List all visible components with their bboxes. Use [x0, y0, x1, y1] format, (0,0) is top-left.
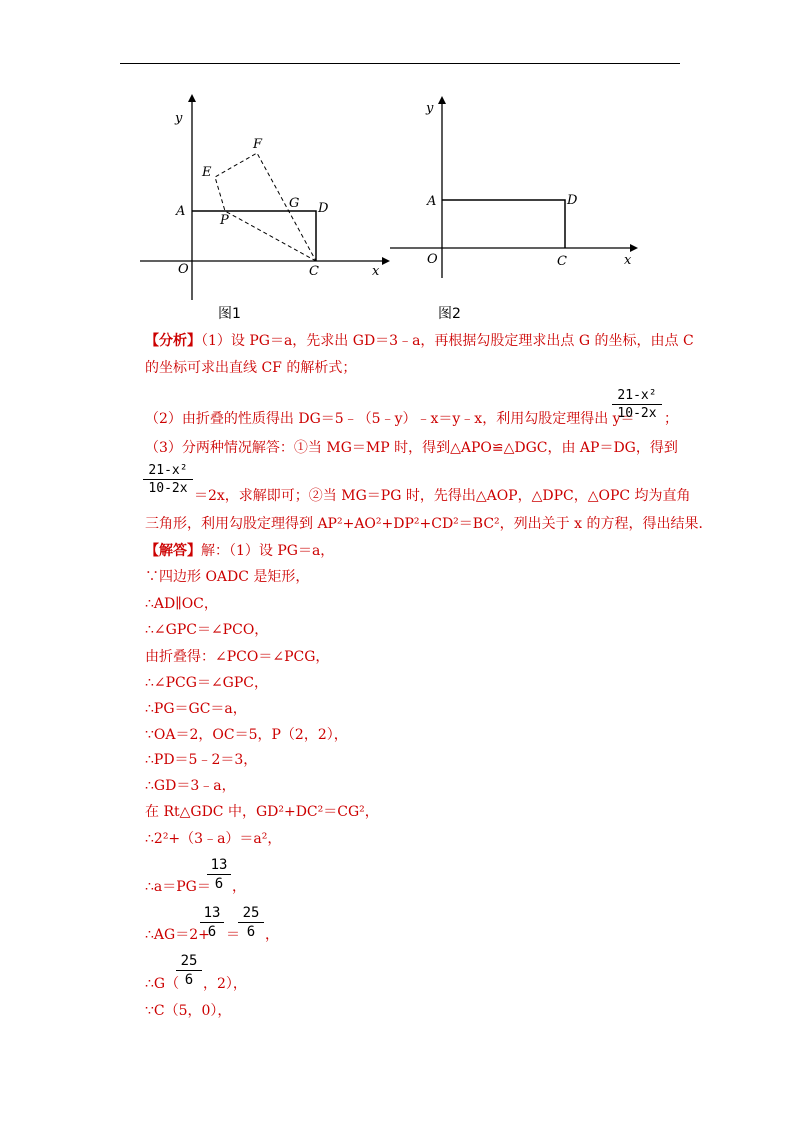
solution-g-end: ，2），	[203, 976, 247, 992]
solution-line: ∴AD∥OC，	[145, 596, 218, 612]
label-y: y	[426, 101, 434, 116]
fraction-numerator: 13	[203, 905, 221, 921]
analysis-line-3	[145, 409, 635, 429]
label-x: x	[624, 253, 632, 268]
solution-line: ∴PG＝GC＝a，	[145, 701, 247, 717]
solution-line: ∵四边形 OADC 是矩形，	[145, 569, 310, 585]
fraction-numerator: 21-x²	[148, 463, 188, 478]
analysis-line-4: （3）分两种情况解答：①当 MG＝MP 时，得到△APO≌△DGC，由 AP＝DG，得到	[145, 440, 678, 456]
fraction-2x	[143, 463, 193, 496]
analysis-p2-end: ；	[664, 411, 678, 427]
label-p: P	[220, 213, 229, 228]
solution-line: ∴GD＝3﹣a，	[145, 778, 236, 794]
label-c: C	[309, 264, 319, 279]
fraction-bar	[200, 922, 224, 923]
solution-line: ∴∠GPC＝∠PCO，	[145, 622, 269, 638]
fraction-bar	[238, 922, 264, 923]
analysis-line-5: ＝2x，求解即可；②当 MG＝PG 时，先得出△AOP，△DPC，△OPC 均为直角	[194, 488, 691, 504]
figure-1-caption: 图1	[218, 306, 241, 322]
fraction-13-6	[207, 857, 231, 892]
fraction-13-6	[200, 905, 224, 940]
fraction-denominator: 6	[246, 924, 256, 940]
analysis-line-2: 的坐标可求出直线 CF 的解析式；	[145, 360, 357, 376]
solution-c-line: ∵C（5，0），	[145, 1003, 232, 1019]
solution-line-0	[145, 541, 334, 561]
fraction-numerator: 13	[210, 857, 228, 873]
figure-2-caption: 图2	[438, 306, 461, 322]
solution-line: 在 Rt△GDC 中，GD²+DC²＝CG²，	[145, 804, 379, 820]
fraction-25-6	[176, 953, 202, 988]
label-o: O	[427, 252, 438, 267]
fraction-bar	[207, 874, 231, 875]
fraction-bar	[143, 479, 193, 480]
label-a: A	[176, 204, 186, 219]
fraction-bar	[176, 970, 202, 971]
solution-line: ∵OA＝2，OC＝5，P（2，2），	[145, 727, 348, 743]
label-g: G	[289, 196, 300, 211]
solution-line: ∴2²+（3﹣a）＝a²，	[145, 831, 282, 847]
fold-lines	[215, 153, 316, 261]
solution-line: 由折叠得：∠PCO＝∠PCG，	[145, 649, 330, 665]
solution-s0: 解：（1）设 PG＝a，	[201, 543, 335, 559]
solution-tag: 【解答】	[145, 543, 201, 559]
x-arrow-icon	[630, 244, 638, 252]
y-arrow-icon	[438, 96, 446, 104]
analysis-line-1	[145, 331, 694, 351]
solution-ag-end: ，	[265, 927, 279, 943]
analysis-p1a: （1）设 PG＝a，先求出 GD＝3﹣a，再根据勾股定理求出点 G 的坐标，由点 C	[201, 333, 694, 349]
fraction-denominator: 6	[214, 876, 224, 892]
fraction-denominator: 10-2x	[148, 481, 188, 496]
fraction-numerator: 25	[242, 905, 260, 921]
solution-a-end: ，	[232, 879, 246, 895]
fraction-bar	[612, 404, 662, 405]
solution-line: ∴∠PCG＝∠GPC，	[145, 675, 268, 691]
label-y: y	[175, 111, 183, 126]
label-d: D	[318, 201, 329, 216]
label-d: D	[567, 193, 578, 208]
fraction-y	[612, 388, 662, 421]
fraction-25-6	[238, 905, 264, 940]
label-a: A	[427, 194, 437, 209]
solution-ag-line: ∴AG＝2+	[145, 927, 210, 943]
rectangle-oadc	[442, 200, 565, 248]
analysis-line-6: 三角形，利用勾股定理得到 AP²+AO²+DP²+CD²＝BC²，列出关于 x 的方程，得出结果．	[145, 516, 713, 532]
y-arrow-icon	[188, 94, 196, 102]
solution-line: ∴PD＝5﹣2＝3，	[145, 752, 258, 768]
label-x: x	[372, 264, 380, 279]
rectangle-oadc	[192, 211, 316, 261]
solution-g-line: ∴G（	[145, 976, 180, 992]
solution-a-line: ∴a＝PG＝	[145, 879, 211, 895]
fraction-denominator: 6	[184, 972, 194, 988]
analysis-p2: （2）由折叠的性质得出 DG＝5﹣（5﹣y）﹣x＝y﹣x，利用勾股定理得出 y＝	[145, 411, 635, 427]
figure-2	[390, 90, 640, 280]
label-o: O	[178, 262, 189, 277]
fraction-denominator: 10-2x	[617, 406, 657, 421]
label-c: C	[557, 254, 567, 269]
fraction-denominator: 6	[207, 924, 217, 940]
solution-ag-eq: ＝	[226, 927, 240, 943]
header-rule	[120, 63, 680, 64]
x-arrow-icon	[382, 257, 390, 265]
analysis-tag: 【分析】	[145, 333, 201, 349]
figure-1	[140, 90, 390, 305]
fraction-numerator: 21-x²	[617, 388, 657, 403]
label-e: E	[202, 165, 212, 180]
label-f: F	[253, 137, 263, 152]
fraction-numerator: 25	[180, 953, 198, 969]
